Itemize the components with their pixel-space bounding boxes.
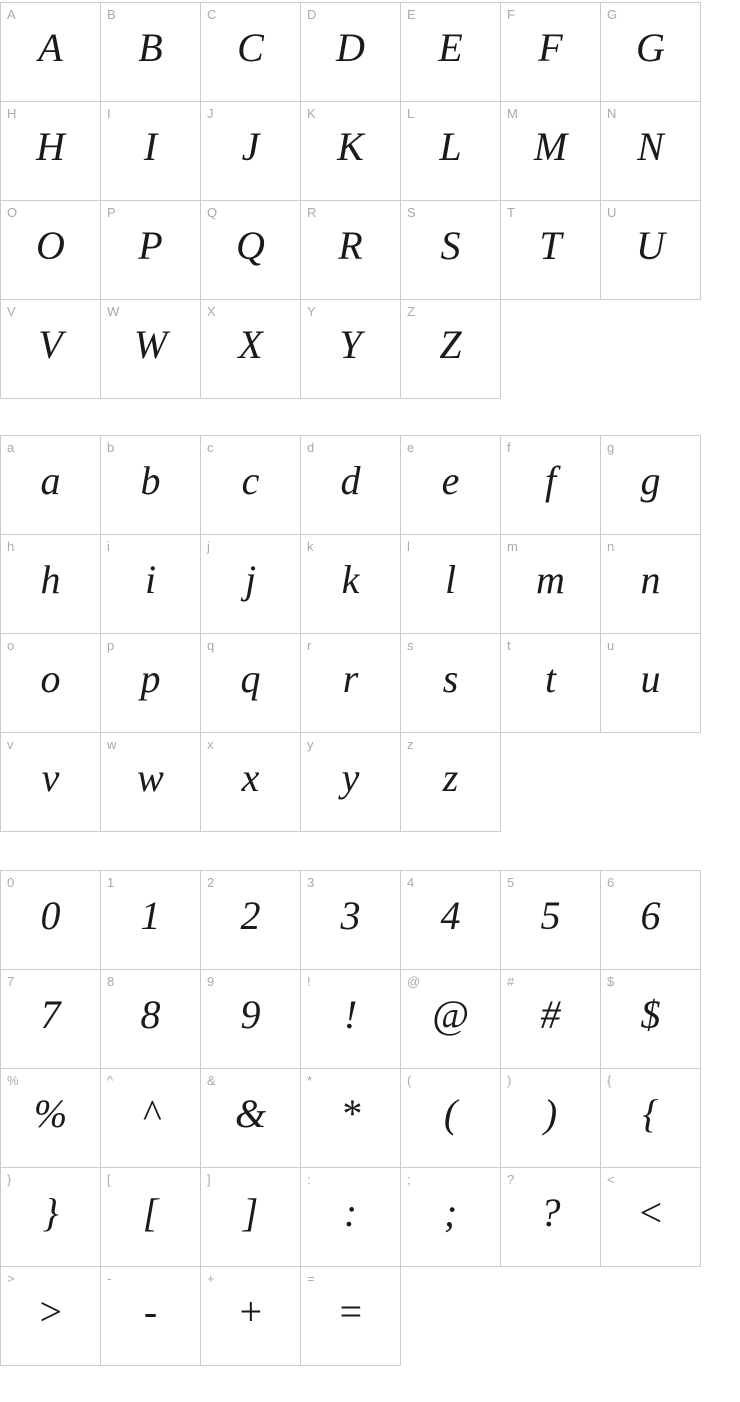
cell-label: 2 [207, 875, 215, 890]
cell-glyph: q [240, 655, 261, 701]
cell-glyph: X [238, 321, 263, 367]
cell-glyph: $ [640, 991, 661, 1037]
cell-label: q [207, 638, 215, 653]
glyph-cell [601, 201, 701, 300]
cell-glyph: M [533, 123, 568, 169]
cell-label: s [407, 638, 414, 653]
glyph-cell [201, 436, 301, 535]
cell-label: n [607, 539, 615, 554]
cell-label: a [7, 440, 15, 455]
cell-label: P [107, 205, 116, 220]
cell-glyph: u [640, 655, 661, 701]
glyph-cell [201, 3, 301, 102]
cell-label: E [407, 7, 416, 22]
glyph-cell [301, 1267, 401, 1366]
cell-label: $ [607, 974, 615, 989]
cell-label: c [207, 440, 214, 455]
glyph-cell [201, 1168, 301, 1267]
cell-label: j [207, 539, 210, 554]
glyph-cell [101, 970, 201, 1069]
cell-label: L [407, 106, 415, 121]
cell-label: p [107, 638, 115, 653]
cell-label: T [507, 205, 515, 220]
glyph-cell [501, 1168, 601, 1267]
cell-label: U [607, 205, 617, 220]
cell-label: y [307, 737, 314, 752]
cell-label: 7 [7, 974, 15, 989]
cell-label: [ [107, 1172, 111, 1187]
glyph-cell [601, 970, 701, 1069]
cell-glyph: p [140, 655, 161, 701]
cell-glyph: = [337, 1288, 364, 1334]
cell-label: o [7, 638, 15, 653]
cell-glyph: d [340, 457, 361, 503]
cell-label: t [507, 638, 511, 653]
cell-glyph: } [42, 1189, 59, 1235]
glyph-cell [601, 634, 701, 733]
glyph-cell [601, 1069, 701, 1168]
glyph-cell [201, 970, 301, 1069]
cell-label: 5 [507, 875, 515, 890]
cell-glyph: e [441, 457, 460, 503]
cell-label: l [407, 539, 410, 554]
cell-glyph: 3 [340, 892, 361, 938]
glyph-cell [401, 3, 501, 102]
cell-label: r [307, 638, 312, 653]
glyph-cell [1, 634, 101, 733]
cell-label: Y [307, 304, 316, 319]
cell-label: i [107, 539, 110, 554]
glyph-cell [201, 300, 301, 399]
glyph-cell [1, 970, 101, 1069]
glyph-cell [401, 201, 501, 300]
glyph-cell [201, 535, 301, 634]
cell-glyph: ] [242, 1189, 259, 1235]
cell-label: 9 [207, 974, 215, 989]
cell-glyph: z [442, 754, 459, 800]
glyph-cell [101, 1168, 201, 1267]
glyph-cell [401, 970, 501, 1069]
cell-label: g [607, 440, 615, 455]
cell-glyph: : [343, 1189, 358, 1235]
cell-label: K [307, 106, 316, 121]
glyph-cell [501, 871, 601, 970]
cell-label: 0 [7, 875, 15, 890]
cell-glyph: J [241, 123, 260, 169]
glyph-cell [501, 102, 601, 201]
glyph-cell [101, 1069, 201, 1168]
glyph-cell [201, 871, 301, 970]
charmap-row [1, 102, 701, 201]
cell-glyph: n [640, 556, 661, 602]
cell-label: m [507, 539, 518, 554]
cell-label: I [107, 106, 111, 121]
charmap-row [1, 871, 701, 970]
glyph-cell [401, 300, 501, 399]
cell-glyph: W [133, 321, 168, 367]
cell-label: w [107, 737, 117, 752]
cell-label: ( [407, 1073, 412, 1088]
glyph-cell [1, 1069, 101, 1168]
cell-label: - [107, 1271, 112, 1286]
cell-label: D [307, 7, 317, 22]
glyph-cell [301, 3, 401, 102]
cell-glyph: + [237, 1288, 264, 1334]
charmap-row [1, 1267, 701, 1366]
cell-glyph: v [41, 754, 60, 800]
glyph-cell [201, 1069, 301, 1168]
charmap-row [1, 3, 701, 102]
glyph-cell [201, 1267, 301, 1366]
cell-glyph: ? [540, 1189, 561, 1235]
cell-label: F [507, 7, 515, 22]
cell-label: } [7, 1172, 12, 1187]
cell-glyph: ) [543, 1090, 558, 1136]
glyph-cell [201, 634, 301, 733]
cell-glyph: [ [142, 1189, 159, 1235]
cell-label: @ [407, 974, 421, 989]
glyph-cell [101, 3, 201, 102]
glyph-cell [401, 634, 501, 733]
cell-label: V [7, 304, 16, 319]
cell-glyph: & [234, 1090, 267, 1136]
glyph-cell [401, 1168, 501, 1267]
cell-label: ! [307, 974, 311, 989]
cell-glyph: # [540, 991, 561, 1037]
cell-glyph: r [342, 655, 359, 701]
cell-glyph: P [138, 222, 163, 268]
cell-glyph: c [241, 457, 260, 503]
charmap-row [1, 300, 701, 399]
cell-glyph: S [440, 222, 461, 268]
cell-label: < [607, 1172, 615, 1187]
glyph-cell [601, 436, 701, 535]
cell-label: + [207, 1271, 215, 1286]
cell-label: H [7, 106, 17, 121]
glyph-cell [301, 733, 401, 832]
cell-glyph: Q [236, 222, 265, 268]
cell-glyph: ! [343, 991, 358, 1037]
cell-label: x [207, 737, 214, 752]
cell-label: 6 [607, 875, 615, 890]
cell-label: C [207, 7, 217, 22]
charmap-row [1, 1168, 701, 1267]
cell-label: : [307, 1172, 311, 1187]
glyph-cell [101, 535, 201, 634]
cell-glyph: { [642, 1090, 659, 1136]
cell-glyph: 7 [40, 991, 61, 1037]
cell-label: k [307, 539, 314, 554]
cell-label: d [307, 440, 315, 455]
glyph-cell [401, 535, 501, 634]
cell-glyph: K [337, 123, 364, 169]
cell-glyph: * [340, 1090, 361, 1136]
glyph-cell [401, 733, 501, 832]
charmap-row [1, 535, 701, 634]
cell-label: ? [507, 1172, 515, 1187]
glyph-cell [601, 535, 701, 634]
charmap-row [1, 1069, 701, 1168]
glyph-cell [1, 436, 101, 535]
cell-glyph: b [140, 457, 161, 503]
cell-glyph: @ [432, 991, 469, 1037]
glyph-cell [501, 436, 601, 535]
cell-glyph: o [40, 655, 61, 701]
cell-glyph: s [442, 655, 459, 701]
cell-glyph: x [241, 754, 260, 800]
glyph-cell [601, 1168, 701, 1267]
cell-glyph: H [36, 123, 65, 169]
glyph-cell [101, 201, 201, 300]
glyph-cell [1, 733, 101, 832]
cell-label: S [407, 205, 416, 220]
cell-glyph: B [138, 24, 163, 70]
cell-label: 1 [107, 875, 115, 890]
charmap-row [1, 970, 701, 1069]
cell-label: v [7, 737, 14, 752]
glyph-cell [601, 102, 701, 201]
glyph-cell [601, 871, 701, 970]
cell-glyph: 1 [140, 892, 161, 938]
cell-glyph: l [444, 556, 457, 602]
cell-label: O [7, 205, 18, 220]
charmap-table-lowercase [0, 435, 701, 832]
glyph-cell [1, 1267, 101, 1366]
cell-label: 8 [107, 974, 115, 989]
cell-label: f [507, 440, 511, 455]
charmap-row [1, 436, 701, 535]
glyph-cell [301, 102, 401, 201]
glyph-cell [401, 102, 501, 201]
cell-glyph: V [38, 321, 63, 367]
cell-label: 4 [407, 875, 415, 890]
cell-glyph: j [244, 556, 257, 602]
charmap-row [1, 201, 701, 300]
cell-glyph: w [137, 754, 164, 800]
cell-label: R [307, 205, 317, 220]
glyph-cell [301, 871, 401, 970]
cell-label: % [7, 1073, 19, 1088]
glyph-cell [601, 3, 701, 102]
cell-label: { [607, 1073, 612, 1088]
cell-glyph: > [37, 1288, 64, 1334]
glyph-cell [501, 201, 601, 300]
glyph-cell [201, 201, 301, 300]
cell-glyph: D [336, 24, 365, 70]
cell-glyph: i [144, 556, 157, 602]
glyph-cell [301, 436, 401, 535]
cell-label: e [407, 440, 415, 455]
glyph-cell [101, 1267, 201, 1366]
cell-glyph: 6 [640, 892, 661, 938]
cell-glyph: N [637, 123, 664, 169]
cell-glyph: a [40, 457, 61, 503]
cell-label: M [507, 106, 518, 121]
cell-glyph: 8 [140, 991, 161, 1037]
glyph-cell [201, 733, 301, 832]
glyph-cell [1, 1168, 101, 1267]
glyph-cell [301, 1168, 401, 1267]
glyph-cell [301, 1069, 401, 1168]
cell-label: z [407, 737, 414, 752]
glyph-cell [1, 201, 101, 300]
cell-glyph: R [338, 222, 363, 268]
cell-label: ^ [107, 1073, 114, 1088]
glyph-cell [101, 871, 201, 970]
cell-glyph: g [640, 457, 661, 503]
cell-label: & [207, 1073, 216, 1088]
glyph-cell [1, 300, 101, 399]
cell-glyph: < [637, 1189, 664, 1235]
glyph-cell [501, 1069, 601, 1168]
cell-label: # [507, 974, 515, 989]
charmap-row [1, 733, 701, 832]
glyph-cell [401, 1069, 501, 1168]
glyph-cell [501, 634, 601, 733]
cell-label: N [607, 106, 617, 121]
cell-label: b [107, 440, 115, 455]
cell-glyph: 5 [540, 892, 561, 938]
glyph-cell [201, 102, 301, 201]
cell-label: B [107, 7, 116, 22]
glyph-cell [301, 201, 401, 300]
cell-label: = [307, 1271, 315, 1286]
cell-label: * [307, 1073, 313, 1088]
cell-label: h [7, 539, 15, 554]
charmap-table-uppercase [0, 2, 701, 399]
cell-glyph: Z [439, 321, 462, 367]
cell-glyph: t [544, 655, 557, 701]
cell-glyph: L [439, 123, 462, 169]
glyph-cell [501, 535, 601, 634]
glyph-cell [1, 871, 101, 970]
cell-label: ; [407, 1172, 411, 1187]
charmap-row [1, 634, 701, 733]
cell-label: ) [507, 1073, 512, 1088]
glyph-cell [301, 970, 401, 1069]
cell-label: W [107, 304, 120, 319]
glyph-cell [1, 3, 101, 102]
cell-glyph: 4 [440, 892, 461, 938]
glyph-cell [301, 634, 401, 733]
glyph-cell [101, 300, 201, 399]
cell-label: Z [407, 304, 415, 319]
cell-glyph: ; [443, 1189, 458, 1235]
cell-label: > [7, 1271, 15, 1286]
cell-glyph: Y [339, 321, 362, 367]
cell-glyph: O [36, 222, 65, 268]
cell-label: u [607, 638, 615, 653]
glyph-cell [501, 970, 601, 1069]
glyph-cell [1, 535, 101, 634]
cell-label: G [607, 7, 618, 22]
glyph-cell [501, 3, 601, 102]
cell-glyph: 9 [240, 991, 261, 1037]
cell-glyph: E [438, 24, 463, 70]
glyph-cell [401, 436, 501, 535]
cell-label: 3 [307, 875, 315, 890]
cell-label: A [7, 7, 16, 22]
glyph-cell [301, 300, 401, 399]
charmap-table-digits-symbols [0, 870, 701, 1366]
glyph-cell [301, 535, 401, 634]
glyph-cell [401, 871, 501, 970]
cell-glyph: k [341, 556, 360, 602]
glyph-cell [101, 102, 201, 201]
cell-glyph: m [536, 556, 565, 602]
cell-label: Q [207, 205, 218, 220]
cell-glyph: F [538, 24, 563, 70]
cell-glyph: ^ [142, 1090, 159, 1136]
cell-glyph: T [539, 222, 562, 268]
cell-label: ] [207, 1172, 211, 1187]
cell-glyph: 0 [40, 892, 61, 938]
cell-glyph: 2 [240, 892, 261, 938]
glyph-cell [101, 436, 201, 535]
cell-glyph: G [636, 24, 665, 70]
glyph-cell [101, 634, 201, 733]
cell-label: X [207, 304, 216, 319]
glyph-cell [101, 733, 201, 832]
cell-glyph: y [341, 754, 360, 800]
cell-glyph: f [544, 457, 557, 503]
cell-glyph: I [143, 123, 158, 169]
cell-glyph: - [143, 1288, 158, 1334]
cell-label: J [207, 106, 214, 121]
cell-glyph: A [38, 24, 63, 70]
cell-glyph: h [40, 556, 61, 602]
cell-glyph: ( [443, 1090, 458, 1136]
cell-glyph: U [636, 222, 665, 268]
cell-glyph: % [33, 1090, 68, 1136]
glyph-cell [1, 102, 101, 201]
cell-glyph: C [237, 24, 264, 70]
